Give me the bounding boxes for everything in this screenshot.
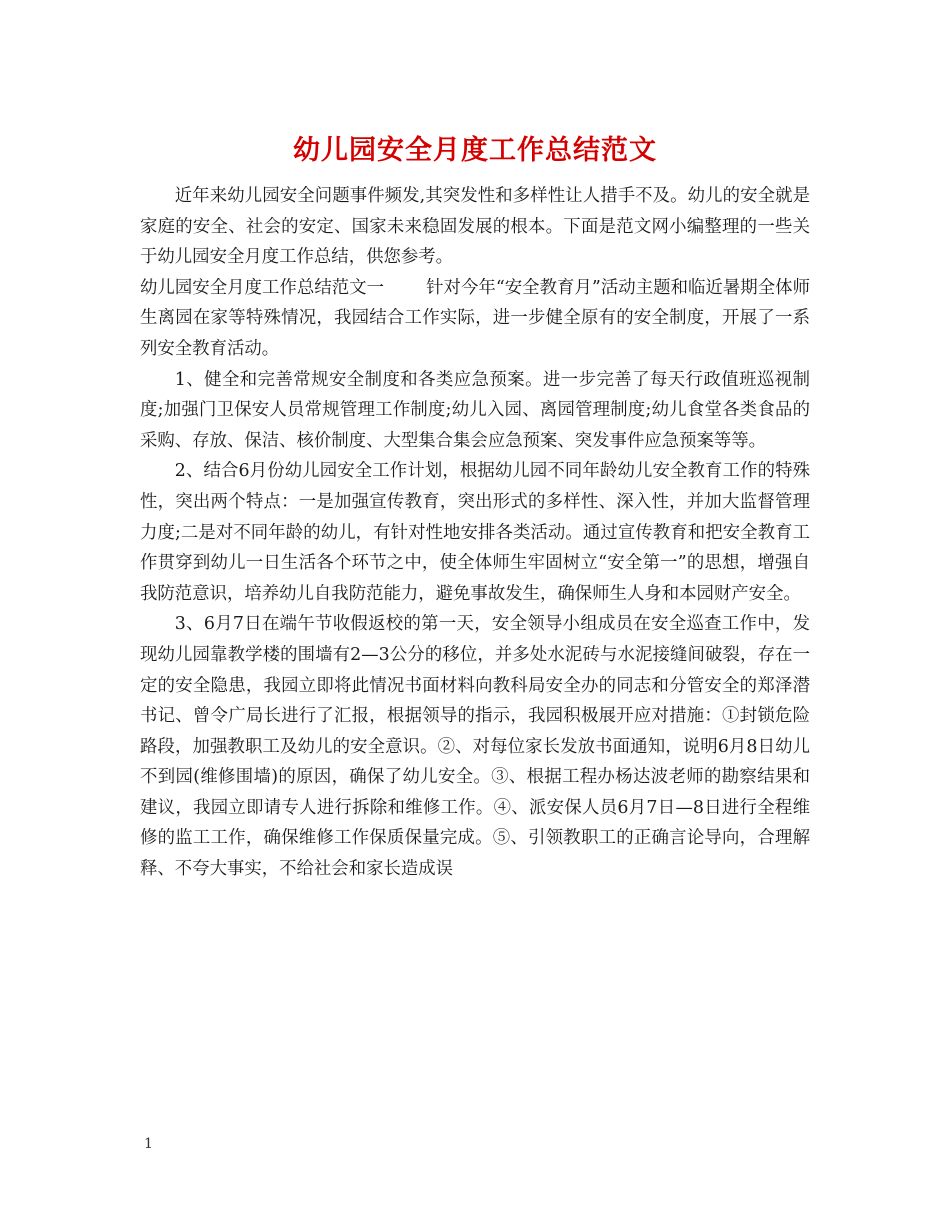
section-paragraph [140,273,810,365]
item-paragraph-2: 2、结合6月份幼儿园安全工作计划，根据幼儿园不同年龄幼儿安全教育工作的特殊性，突出两个特点：一是加强宣传教育，突出形式的多样性、深入性，并加大监督管理力度;二是对不同年龄的幼儿，有针对性地安排各类活动。通过宣传教育和把安全教育工作贯穿到幼儿一日生活各个环节之中，使全体师生牢固树立“安全第一”的思想，增强自我防范意识，培养幼儿自我防范能力，避免事故发生，确保师生人身和本园财产安全。 [140,461,810,604]
page-number: 1 [144,1136,153,1152]
section-heading: 幼儿园安全月度工作总结范文一 [140,277,385,298]
item-paragraph-3: 3、6月7日在端午节收假返校的第一天，安全领导小组成员在安全巡查工作中，发现幼儿园靠教学楼的围墙有2—3公分的移位，并多处水泥砖与水泥接缝间破裂，存在一定的安全隐患，我园立即将此情况书面材料向教科局安全办的同志和分管安全的郑泽潜书记、曾令广局长进行了汇报，根据领导的指示，我园积极展开应对措施：①封锁危险路段，加强教职工及幼儿的安全意识。②、对每位家长发放书面通知，说明6月8日幼儿不到园(维修围墙)的原因，确保了幼儿安全。③、根据工程办杨达波老师的勘察结果和建议，我园立即请专人进行拆除和维修工作。④、派安保人员6月7日—8日进行全程维修的监工工作，确保维修工作保质保量完成。⑤、引领教职工的正确言论导向，合理解释、不夸大事实，不给社会和家长造成误 [140,614,810,880]
document-title: 幼儿园安全月度工作总结范文 [293,135,657,166]
intro-paragraph: 近年来幼儿园安全问题事件频发,其突发性和多样性让人措手不及。幼儿的安全就是家庭的安全、社会的安定、国家未来稳固发展的根本。下面是范文网小编整理的一些关于幼儿园安全月度工作总结，供您参考。 [140,186,810,268]
section-lead: 针对今年“安全教育月”活动主题和临近暑期全体师生离园在家等特殊情况，我园结合工作实际，进一步健全原有的安全制度，开展了一系列安全教育活动。 [140,277,810,359]
document-body [140,181,810,885]
item-paragraph-1: 1、健全和完善常规安全制度和各类应急预案。进一步完善了每天行政值班巡视制度;加强门卫保安人员常规管理工作制度;幼儿入园、离园管理制度;幼儿食堂各类食品的采购、存放、保洁、核价制度、大型集合集会应急预案、突发事件应急预案等等。 [140,369,810,451]
